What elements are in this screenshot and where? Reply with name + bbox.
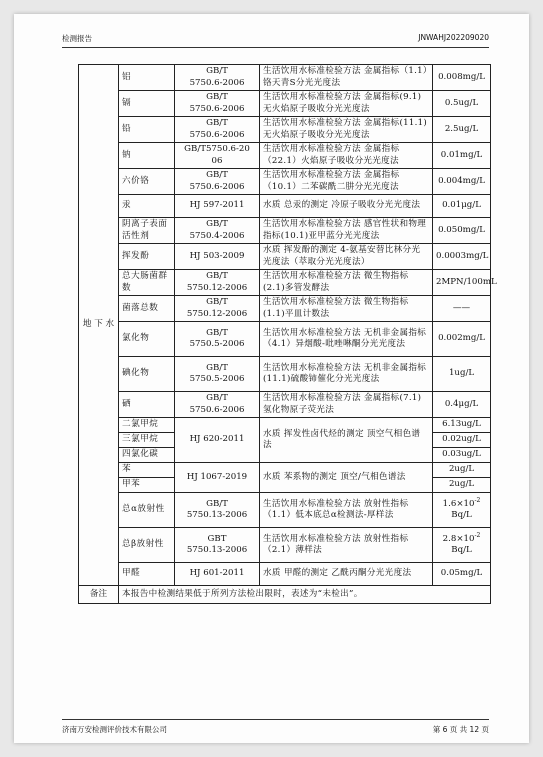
standard-line: GB/T <box>206 327 228 338</box>
item-name: 挥发酚 <box>119 244 175 270</box>
note-text: 本报告中检测结果低于所列方法检出限时，表述为“未检出”。 <box>119 586 491 604</box>
method-text: 水质 苯系物的测定 顶空/气相色谱法 <box>260 463 433 493</box>
standard-line: HJ 597-2011 <box>189 200 245 211</box>
method-text: 生活饮用水标准检验方法 金属指标(7.1)氢化物原子荧光法 <box>260 392 433 418</box>
standard-cell <box>175 493 260 528</box>
item-name: 碘化物 <box>119 357 175 392</box>
table-row <box>79 493 491 528</box>
item-name: 氯化物 <box>119 322 175 357</box>
item-name: 苯 <box>119 463 175 478</box>
standard-cell <box>175 195 260 218</box>
standard-line: GBT <box>207 533 227 544</box>
table-row <box>79 296 491 322</box>
item-name: 六价铬 <box>119 169 175 195</box>
method-text: 生活饮用水标准检验方法 无机非金属指标（4.1）异烟酸-吡唑啉酮分光光度法 <box>260 322 433 357</box>
item-name: 钠 <box>119 143 175 169</box>
standard-cell: HJ 1067-2019 <box>175 463 260 493</box>
table-row <box>79 322 491 357</box>
standard-line: 5750.4-2006 <box>189 230 245 241</box>
standard-line: 5750.13-2006 <box>186 545 248 555</box>
standard-cell <box>175 528 260 563</box>
standard-cell <box>175 244 260 270</box>
item-name: 铝 <box>119 65 175 91</box>
standard-line: 5750.12-2006 <box>186 282 248 293</box>
method-text: 生活饮用水标准检验方法 金属指标(9.1)无火焰原子吸收分光光度法 <box>260 91 433 117</box>
detection-limit: 0.008mg/L <box>433 65 491 91</box>
table-row <box>79 270 491 296</box>
item-name: 阴离子表面活性剂 <box>119 218 175 244</box>
standard-cell <box>175 357 260 392</box>
table-row <box>79 418 491 433</box>
table-row <box>79 169 491 195</box>
method-text: 生活饮用水标准检验方法 金属指标（10.1）二苯碳酰二肼分光光度法 <box>260 169 433 195</box>
standard-line: GB/T <box>206 92 228 102</box>
detection-limit: 0.004mg/L <box>433 169 491 195</box>
item-name: 甲醛 <box>119 563 175 586</box>
item-name: 总大肠菌群数 <box>119 270 175 296</box>
limit-unit: Bq/L <box>451 510 472 520</box>
detection-limit: 2MPN/100mL <box>433 270 491 296</box>
standard-line: GB/T <box>206 219 228 229</box>
detection-limit: 0.050mg/L <box>433 218 491 244</box>
standard-line: 5750.12-2006 <box>186 308 248 319</box>
standard-line: 5750.6-2006 <box>189 103 245 114</box>
method-text: 水质 甲醛的测定 乙酰丙酮分光光度法 <box>260 563 433 586</box>
standard-line: 06 <box>211 155 223 166</box>
standard-line: 5750.5-2006 <box>189 339 245 349</box>
standard-line: GB/T <box>206 297 228 307</box>
standard-line: GB/T <box>206 170 228 180</box>
table-row <box>79 218 491 244</box>
method-text: 生活饮用水标准检验方法 金属指标(11.1)无火焰原子吸收分光光度法 <box>260 117 433 143</box>
standard-line: HJ 503-2009 <box>189 250 245 261</box>
standard-cell <box>175 296 260 322</box>
table-row <box>79 392 491 418</box>
item-name: 镉 <box>119 91 175 117</box>
table-row <box>79 463 491 478</box>
detection-limit <box>433 493 491 528</box>
table-row <box>79 143 491 169</box>
method-text: 生活饮用水标准检验方法 微生物指标(1.1)平皿计数法 <box>260 296 433 322</box>
limit-mantissa: 2.8×10 <box>442 533 475 544</box>
company-name: 济南万安检测评价技术有限公司 <box>62 725 167 734</box>
report-number: JNWAHJ202209020 <box>418 33 489 42</box>
item-name: 二氯甲烷 <box>119 418 175 433</box>
page-header <box>62 33 489 44</box>
standard-line: 5750.6-2006 <box>189 129 245 140</box>
standard-line: GB/T <box>206 362 228 373</box>
item-name: 硒 <box>119 392 175 418</box>
detection-limit: 0.01mg/L <box>433 143 491 169</box>
report-label: 检测报告 <box>62 34 92 43</box>
detection-limit: 0.03ug/L <box>433 448 491 463</box>
standard-cell <box>175 143 260 169</box>
standard-cell <box>175 91 260 117</box>
limit-exponent: -2 <box>474 531 481 539</box>
limit-exponent: -2 <box>474 496 481 504</box>
item-name: 菌落总数 <box>119 296 175 322</box>
method-text: 生活饮用水标准检验方法 无机非金属指标(11.1)硫酸铈催化分光光度法 <box>260 357 433 392</box>
method-table <box>78 64 497 604</box>
method-text: 水质 挥发性卤代烃的测定 顶空气相色谱法 <box>260 418 433 463</box>
standard-cell <box>175 65 260 91</box>
detection-limit: 0.05mg/L <box>433 563 491 586</box>
standard-cell: HJ 601-2011 <box>175 563 260 586</box>
standard-line: GB/T5750.6-20 <box>184 144 250 154</box>
table-row <box>79 244 491 270</box>
detection-limit: 6.13ug/L <box>433 418 491 433</box>
standard-cell <box>175 322 260 357</box>
page-number: 第 6 页 共 12 页 <box>432 725 489 734</box>
item-name: 四氯化碳 <box>119 448 175 463</box>
item-name: 三氯甲烷 <box>119 433 175 448</box>
standard-line: 5750.6-2006 <box>189 404 245 415</box>
page-footer <box>62 724 489 735</box>
method-text: 生活饮用水标准检验方法 微生物指标(2.1)多管发酵法 <box>260 270 433 296</box>
standard-cell <box>175 392 260 418</box>
detection-limit: 2ug/L <box>433 463 491 478</box>
table-row <box>79 563 491 586</box>
standard-line: GB/T <box>206 66 228 76</box>
table-row <box>79 528 491 563</box>
limit-unit: Bq/L <box>451 545 472 555</box>
table-row <box>79 117 491 143</box>
table-row <box>79 65 491 91</box>
detection-limit: 0.5ug/L <box>433 91 491 117</box>
limit-mantissa: 1.6×10 <box>442 498 475 509</box>
item-name: 汞 <box>119 195 175 218</box>
method-text: 水质 总汞的测定 冷原子吸收分光光度法 <box>260 195 433 218</box>
detection-limit: 0.4μg/L <box>433 392 491 418</box>
header-rule <box>62 47 489 48</box>
standard-line: 5750.6-2006 <box>189 181 245 192</box>
detection-limit: 1ug/L <box>433 357 491 392</box>
method-text: 生活饮用水标准检验方法 放射性指标（1.1）低本底总α检测法-厚样法 <box>260 493 433 528</box>
standard-cell <box>175 218 260 244</box>
table-row <box>79 195 491 218</box>
note-label: 备注 <box>79 586 119 604</box>
item-name: 总β放射性 <box>119 528 175 563</box>
standard-cell: HJ 620-2011 <box>175 418 260 463</box>
table-row <box>79 91 491 117</box>
detection-limit: 0.02ug/L <box>433 433 491 448</box>
detection-limit: 0.0003mg/L <box>433 244 491 270</box>
standard-line: GB/T <box>206 393 228 403</box>
detection-limit: 2.5ug/L <box>433 117 491 143</box>
detection-limit: 0.01μg/L <box>433 195 491 218</box>
item-name: 甲苯 <box>119 478 175 493</box>
standard-cell <box>175 117 260 143</box>
note-row <box>79 586 491 604</box>
method-text: 生活饮用水标准检验方法 金属指标（22.1）火焰原子吸收分光光度法 <box>260 143 433 169</box>
standard-cell <box>175 270 260 296</box>
standard-line: GB/T <box>206 118 228 128</box>
standard-line: 5750.6-2006 <box>189 77 245 88</box>
detection-limit: 2ug/L <box>433 478 491 493</box>
standard-cell <box>175 169 260 195</box>
method-text: 生活饮用水标准检验方法 感官性状和物理指标(10.1)亚甲蓝分光光度法 <box>260 218 433 244</box>
item-name: 铅 <box>119 117 175 143</box>
detection-limit: 0.002mg/L <box>433 322 491 357</box>
detection-limit <box>433 528 491 563</box>
standard-line: GB/T <box>206 498 228 509</box>
standard-line: GB/T <box>206 271 228 281</box>
method-text: 水质 挥发酚的测定 4-氨基安替比林分光光度法（萃取分光光度法） <box>260 244 433 270</box>
detection-limit: —— <box>433 296 491 322</box>
table-row <box>79 357 491 392</box>
item-name: 总α放射性 <box>119 493 175 528</box>
group-label: 地 下 水 <box>79 65 119 586</box>
footer-rule <box>62 719 489 720</box>
method-text: 生活饮用水标准检验方法 放射性指标（2.1）薄样法 <box>260 528 433 563</box>
standard-line: 5750.5-2006 <box>189 374 245 384</box>
method-text: 生活饮用水标准检验方法 金属指标（1.1）铬天青S分光光度法 <box>260 65 433 91</box>
standard-line: 5750.13-2006 <box>186 510 248 520</box>
